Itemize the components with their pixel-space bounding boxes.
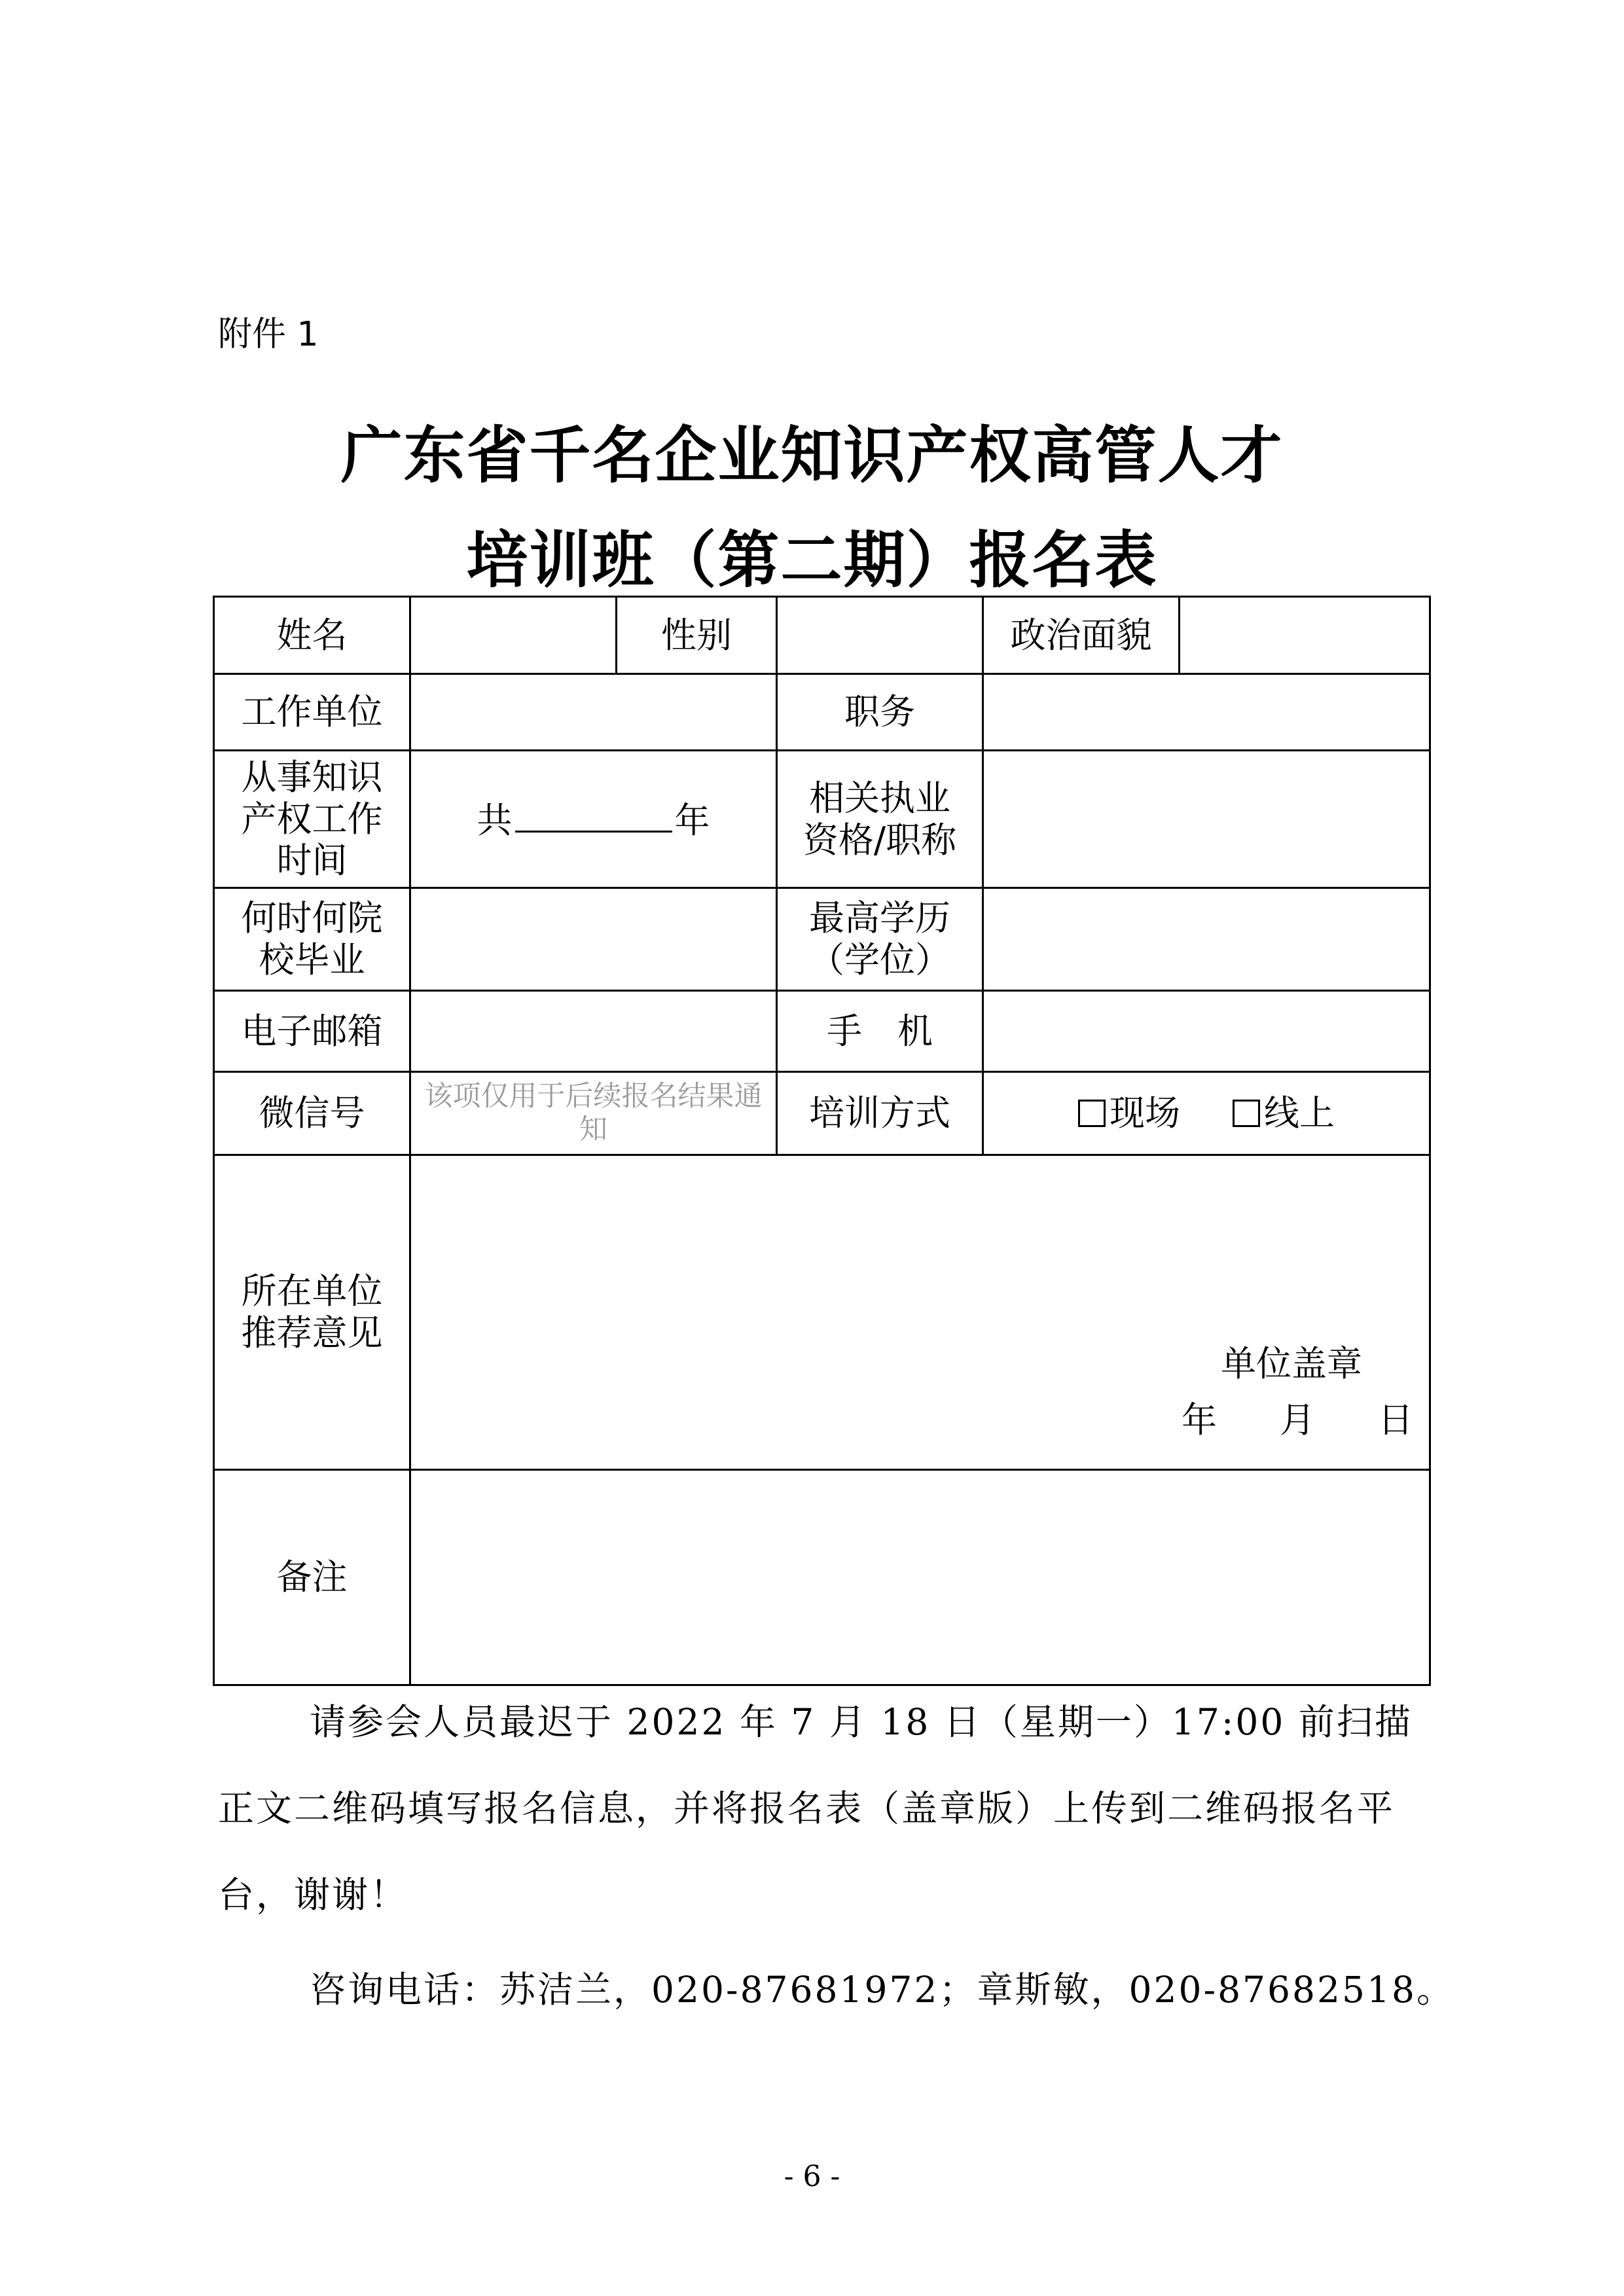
table-row — [214, 888, 1430, 991]
ip-years-label: 从事知识产权工作时间 — [214, 751, 410, 888]
contact-line: 咨询电话：苏洁兰，020-87681972；章斯敏，020-87682518。 — [310, 1969, 1455, 2011]
registration-form-table — [213, 596, 1431, 1686]
employer-field[interactable] — [410, 674, 777, 751]
table-row — [214, 991, 1430, 1072]
graduation-field[interactable] — [410, 888, 777, 991]
table-row — [214, 1155, 1430, 1470]
mode-onsite-option[interactable] — [1078, 1092, 1180, 1134]
form-title-line2: 培训班（第二期）报名表 — [466, 524, 1158, 596]
gender-field[interactable] — [777, 597, 983, 674]
remarks-field[interactable] — [410, 1470, 1430, 1685]
email-field[interactable] — [410, 991, 777, 1072]
name-label: 姓名 — [214, 597, 410, 674]
political-status-field[interactable] — [1180, 597, 1430, 674]
mobile-label: 手 机 — [777, 991, 983, 1072]
mode-online-label: 线上 — [1264, 1092, 1335, 1134]
table-row — [214, 751, 1430, 888]
notice-paragraph: 请参会人员最迟于 2022 年 7 月 18 日（星期一）17:00 前扫描正文二维码填写报名信息，并将报名表（盖章版）上传到二维码报名平台，谢谢！ — [218, 1701, 1413, 1916]
employer-label: 工作单位 — [214, 674, 410, 751]
wechat-field[interactable]: 该项仅用于后续报名结果通知 — [410, 1072, 777, 1155]
gender-label: 性别 — [617, 597, 777, 674]
remarks-label: 备注 — [214, 1470, 410, 1685]
ip-years-suffix: 年 — [674, 800, 710, 842]
table-row — [214, 1072, 1430, 1155]
qualification-label: 相关执业资格/职称 — [777, 751, 983, 888]
seal-label: 单位盖章 — [1221, 1343, 1362, 1384]
education-field[interactable] — [983, 888, 1430, 991]
graduation-label: 何时何院校毕业 — [214, 888, 410, 991]
training-mode-label: 培训方式 — [777, 1072, 983, 1155]
form-title-line1: 广东省千名企业知识产权高管人才 — [340, 420, 1284, 492]
mobile-field[interactable] — [983, 991, 1430, 1072]
mode-online-option[interactable] — [1233, 1092, 1335, 1134]
ip-years-field[interactable] — [410, 751, 777, 888]
training-mode-options — [983, 1072, 1430, 1155]
position-label: 职务 — [777, 674, 983, 751]
attachment-label: 附件 1 — [218, 315, 319, 354]
table-row — [214, 674, 1430, 751]
checkbox-icon[interactable] — [1233, 1100, 1260, 1127]
mode-onsite-label: 现场 — [1110, 1092, 1180, 1134]
position-field[interactable] — [983, 674, 1430, 751]
email-label: 电子邮箱 — [214, 991, 410, 1072]
signature-date: 年 月 日 — [1182, 1399, 1413, 1441]
recommendation-field[interactable] — [410, 1155, 1430, 1470]
qualification-field[interactable] — [983, 751, 1430, 888]
name-field[interactable] — [410, 597, 617, 674]
education-label: 最高学历（学位） — [777, 888, 983, 991]
ip-years-blank[interactable] — [515, 797, 672, 833]
ip-years-prefix: 共 — [477, 800, 513, 842]
political-status-label: 政治面貌 — [983, 597, 1180, 674]
checkbox-icon[interactable] — [1078, 1100, 1106, 1127]
recommendation-label: 所在单位推荐意见 — [214, 1155, 410, 1470]
page-number: - 6 - — [784, 2160, 840, 2193]
table-row — [214, 1470, 1430, 1685]
table-row — [214, 597, 1430, 674]
wechat-label: 微信号 — [214, 1072, 410, 1155]
